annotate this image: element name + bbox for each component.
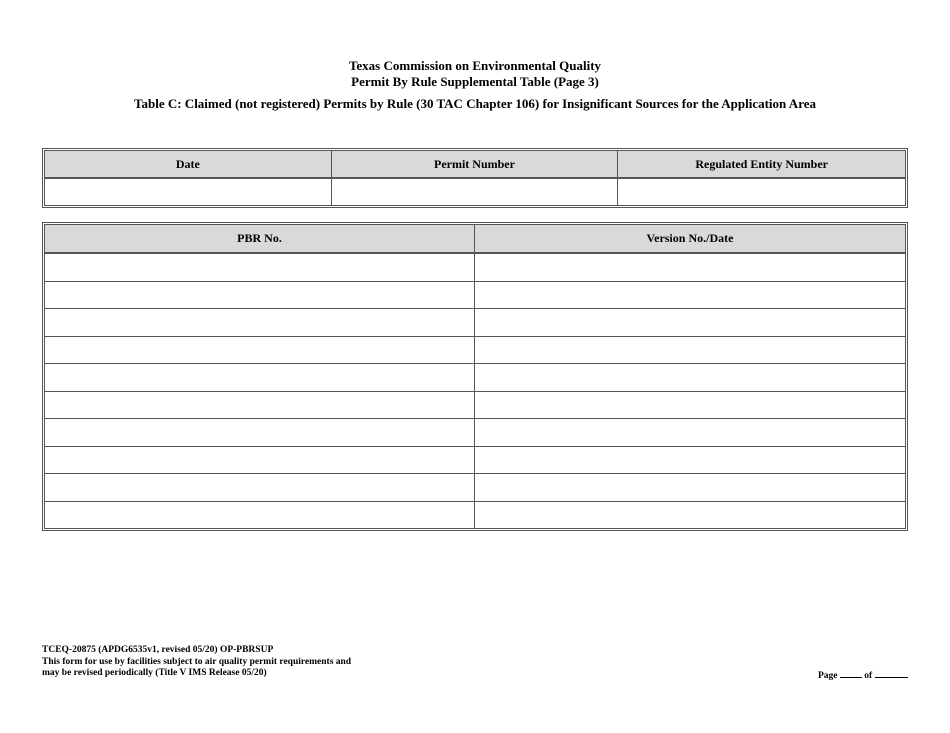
pbr-no-cell[interactable]: [45, 419, 475, 447]
table-title: Table C: Claimed (not registered) Permits by Rule (30 TAC Chapter 106) for Insignificant Sources for the Application Area: [134, 96, 816, 111]
column-header-version-date: Version No./Date: [475, 225, 905, 254]
page-number-field[interactable]: [840, 668, 862, 678]
form-usage-note: This form for use by facilities subject to air quality permit requirements and: [42, 656, 352, 667]
date-field[interactable]: [45, 179, 332, 205]
table-row: [45, 419, 905, 447]
pbr-no-cell[interactable]: [45, 337, 475, 365]
pbr-no-cell[interactable]: [45, 364, 475, 392]
table-header-row: [45, 225, 905, 254]
table-row: [45, 337, 905, 365]
version-date-cell[interactable]: [475, 282, 905, 310]
column-header-pbr-no: PBR No.: [45, 225, 475, 254]
table-row: [45, 254, 905, 282]
version-date-cell[interactable]: [475, 502, 905, 529]
pbr-no-cell[interactable]: [45, 474, 475, 502]
table-header-row: [45, 151, 905, 179]
version-date-cell[interactable]: [475, 309, 905, 337]
column-header-regulated-entity-number: Regulated Entity Number: [618, 151, 905, 179]
pbr-no-cell[interactable]: [45, 309, 475, 337]
page-indicator: [818, 668, 908, 683]
version-date-cell[interactable]: [475, 419, 905, 447]
entity-info-table: [42, 148, 908, 208]
of-label: of: [864, 671, 873, 681]
form-subtitle: Permit By Rule Supplemental Table (Page 3): [351, 74, 599, 89]
table-row: [45, 447, 905, 475]
table-row: [45, 502, 905, 529]
version-date-cell[interactable]: [475, 254, 905, 282]
form-id: TCEQ-20875 (APDG6535v1, revised 05/20) OP-PBRSUP: [42, 645, 274, 655]
table-row: [45, 179, 905, 205]
version-date-cell[interactable]: [475, 364, 905, 392]
column-header-permit-number: Permit Number: [332, 151, 619, 179]
table-row: [45, 392, 905, 420]
version-date-cell[interactable]: [475, 392, 905, 420]
pbr-no-cell[interactable]: [45, 282, 475, 310]
table-row: [45, 474, 905, 502]
table-row: [45, 282, 905, 310]
version-date-cell[interactable]: [475, 474, 905, 502]
pbr-no-cell[interactable]: [45, 502, 475, 529]
permit-number-field[interactable]: [332, 179, 619, 205]
page-total-field[interactable]: [875, 668, 908, 678]
version-date-cell[interactable]: [475, 447, 905, 475]
pbr-no-cell[interactable]: [45, 447, 475, 475]
column-header-date: Date: [45, 151, 332, 179]
pbr-table: [42, 222, 908, 531]
table-row: [45, 364, 905, 392]
pbr-no-cell[interactable]: [45, 254, 475, 282]
page-label: Page: [818, 671, 838, 681]
regulated-entity-number-field[interactable]: [618, 179, 905, 205]
pbr-no-cell[interactable]: [45, 392, 475, 420]
form-footer: [42, 645, 351, 680]
table-row: [45, 309, 905, 337]
form-release-note: may be revised periodically (Title V IMS Release 05/20): [42, 668, 267, 678]
agency-title: Texas Commission on Environmental Quality: [348, 58, 602, 73]
version-date-cell[interactable]: [475, 337, 905, 365]
